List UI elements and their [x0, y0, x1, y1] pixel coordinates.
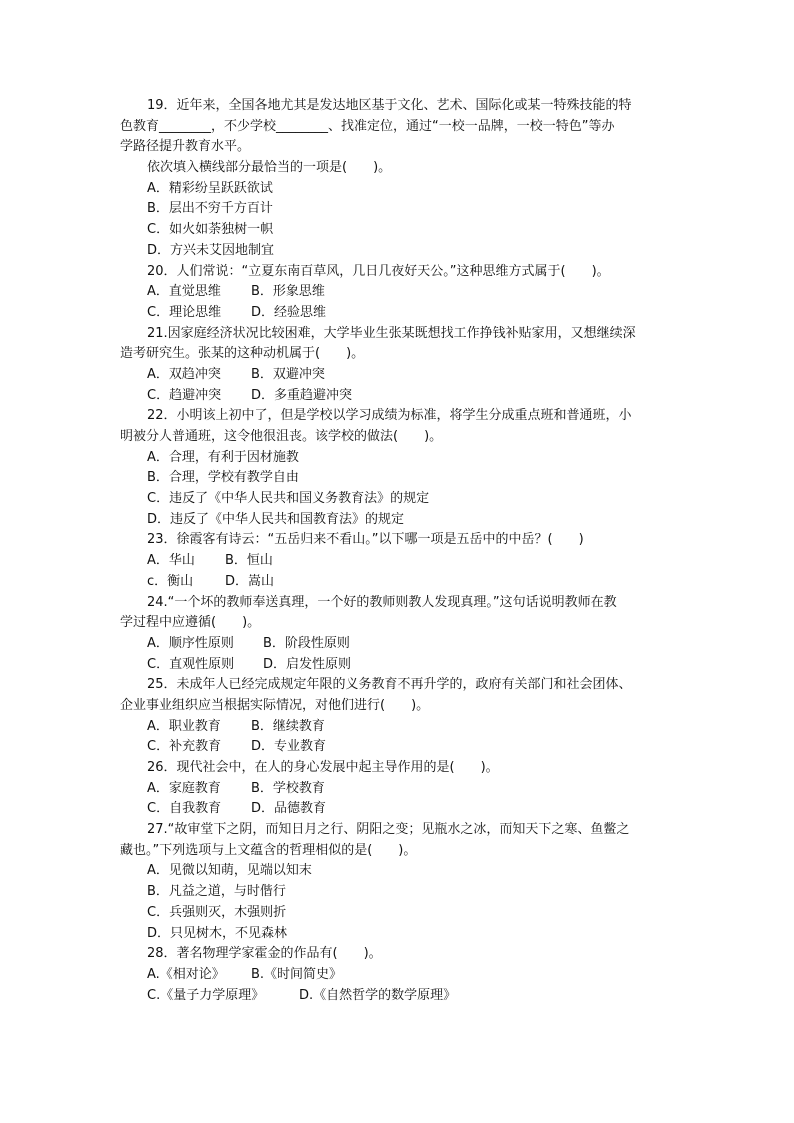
option-row	[120, 282, 680, 303]
question-23	[120, 530, 680, 592]
option-d: D．专业教育	[251, 739, 327, 755]
question-stem-line: 22．小明该上初中了，但是学校以学习成绩为标准，将学生分成重点班和普通班，小	[147, 408, 632, 424]
question-stem-line: 25．未成年人已经完成规定年限的义务教育不再升学的，政府有关部门和社会团体、	[147, 677, 632, 693]
option-c: C．直观性原则	[147, 656, 235, 672]
question-stem-line: 26．现代社会中，在人的身心发展中起主导作用的是( )。	[147, 760, 499, 775]
option-row	[120, 986, 680, 1007]
option-c: C．趋避冲突	[147, 387, 222, 403]
option-d: D．只见树木，不见森林	[147, 925, 288, 941]
option-b: B.《时间简史》	[251, 966, 343, 982]
option-row	[120, 386, 680, 407]
question-22	[120, 406, 680, 530]
question-stem-line: 色教育________，不少学校________、找准定位，通过“一校一品牌，一校一特色”等办	[120, 118, 615, 134]
option-b: B．继续教育	[251, 718, 325, 734]
option-row	[120, 799, 680, 820]
question-stem-line: 学路径提升教育水平。	[120, 139, 251, 155]
option-a: A．职业教育	[147, 718, 221, 734]
option-row	[120, 655, 680, 676]
option-a: A．顺序性原则	[147, 635, 234, 651]
option-c: C．自我教育	[147, 801, 222, 817]
option-b: B．双避冲突	[251, 366, 325, 382]
option-a: A．见微以知萌，见端以知末	[147, 863, 312, 879]
option-row	[120, 717, 680, 738]
option-b: B．合理，学校有教学自由	[147, 470, 299, 486]
question-20	[120, 262, 680, 324]
question-stem-line: 藏也。”下列选项与上文蕴含的哲理相似的是( )。	[120, 842, 417, 858]
option-a: A.《相对论》	[147, 966, 225, 982]
option-row	[120, 965, 680, 986]
question-19	[120, 96, 680, 262]
option-a: A．家庭教育	[147, 780, 221, 796]
option-row	[120, 303, 680, 324]
option-row	[120, 365, 680, 386]
option-d: D．嵩山	[225, 573, 275, 589]
exam-questions	[120, 96, 680, 1006]
question-prompt: 依次填入横线部分最恰当的一项是( )。	[147, 160, 392, 176]
option-b: B．层出不穷千方百计	[147, 201, 273, 217]
question-stem-line: 19．近年来，全国各地尤其是发达地区基于文化、艺术、国际化或某一特殊技能的特	[147, 98, 632, 113]
option-a: A．直觉思维	[147, 284, 221, 300]
option-c: C．违反了《中华人民共和国义务教育法》的规定	[147, 491, 430, 507]
question-21	[120, 324, 680, 407]
question-stem-line: 企业事业组织应当根据实际情况，对他们进行( )。	[120, 697, 430, 713]
option-a: A．精彩纷呈跃跃欲试	[147, 180, 273, 196]
question-28	[120, 944, 680, 1006]
question-25	[120, 675, 680, 758]
question-stem-line: 21.因家庭经济状况比较困难，大学毕业生张某既想找工作挣钱补贴家用，又想继续深	[147, 325, 636, 341]
question-stem-line: 明被分人普通班，这令他很沮丧。该学校的做法( )。	[120, 429, 443, 444]
option-d: D.《自然哲学的数学原理》	[299, 987, 457, 1003]
option-b: B．形象思维	[251, 284, 325, 300]
option-c: C．补充教育	[147, 739, 222, 755]
option-row	[120, 634, 680, 655]
option-c: C．理论思维	[147, 304, 222, 320]
option-a: A．合理，有利于因材施教	[147, 449, 299, 465]
question-stem-line: 28．著名物理学家霍金的作品有( )。	[147, 946, 382, 962]
question-stem-line: 造考研究生。张某的这种动机属于( )。	[120, 346, 365, 362]
option-c: C．兵强则灭，木强则折	[147, 904, 287, 920]
option-c: c．衡山	[147, 573, 194, 589]
question-stem-line: 学过程中应遵循( )。	[120, 615, 261, 631]
question-stem-line: 24.“一个坏的教师奉送真理，一个好的教师则教人发现真理。”这句话说明教师在教	[147, 594, 617, 610]
option-c: C.《量子力学原理》	[147, 987, 265, 1003]
option-d: D．启发性原则	[263, 656, 352, 672]
option-b: B．恒山	[225, 553, 273, 569]
question-27	[120, 820, 680, 944]
option-d: D．方兴未艾因地制宜	[147, 242, 275, 258]
option-a: A．华山	[147, 553, 195, 569]
option-a: A．双趋冲突	[147, 366, 221, 382]
question-26	[120, 758, 680, 820]
option-d: D．违反了《中华人民共和国教育法》的规定	[147, 511, 405, 527]
question-24	[120, 593, 680, 676]
option-row	[120, 551, 680, 572]
option-c: C．如火如荼独树一帜	[147, 222, 274, 238]
question-stem-line: 27.“故审堂下之阴，而知日月之行、阴阳之变；见瓶水之冰，而知天下之寒、鱼鳖之	[147, 822, 630, 838]
option-b: B．阶段性原则	[263, 635, 350, 651]
option-d: D．品德教育	[251, 801, 327, 817]
option-row	[120, 737, 680, 758]
option-row	[120, 572, 680, 593]
option-b: B．学校教育	[251, 780, 325, 796]
question-stem-line: 23．徐霞客有诗云：“五岳归来不看山。”以下哪一项是五岳中的中岳？( )	[147, 532, 584, 548]
question-stem-line: 20．人们常说：“立夏东南百草风，几日几夜好天公。”这种思维方式属于( )。	[147, 263, 610, 279]
option-d: D．多重趋避冲突	[251, 387, 353, 403]
option-d: D．经验思维	[251, 304, 327, 320]
option-b: B．凡益之道，与时偕行	[147, 884, 286, 900]
option-row	[120, 779, 680, 800]
